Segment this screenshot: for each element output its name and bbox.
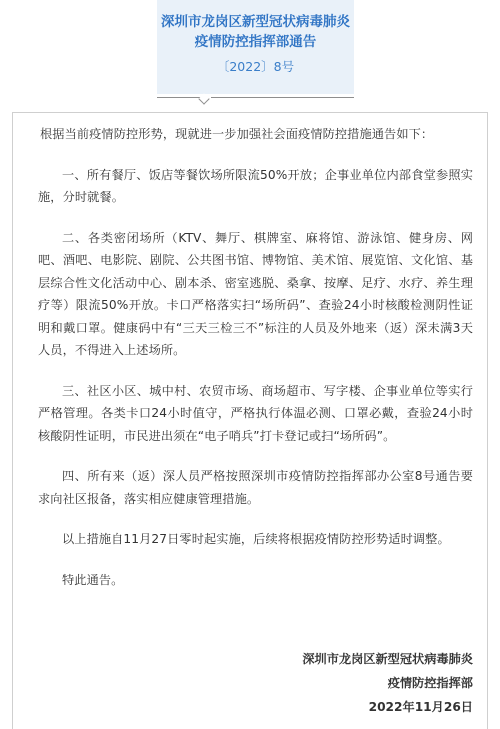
closing-paragraph: 特此通告。 [62, 572, 124, 587]
item-3-paragraph: 三、社区小区、城中村、农贸市场、商场超市、写字楼、企事业单位等实行严格管理。各类卡口24小时值守，严格执行体温必测、口罩必戴，查验24小时核酸阴性证明，市民进出须在“电子哨兵”打卡登记或扫“场所码”。 [38, 383, 473, 443]
header-divider-right [211, 97, 354, 98]
header-divider-left [157, 97, 202, 98]
notice-title-line2: 疫情防控指挥部通告 [194, 34, 317, 50]
notice-title-line1: 深圳市龙岗区新型冠状病毒肺炎 [161, 14, 350, 30]
item-1-paragraph: 一、所有餐厅、饭店等餐饮场所限流50%开放；企事业单位内部食堂参照实施，分时就餐。 [38, 167, 473, 204]
effective-date-paragraph: 以上措施自11月27日零时起实施，后续将根据疫情防控形势适时调整。 [62, 532, 450, 546]
notice-number: 〔2022〕8号 [216, 59, 295, 74]
item-2-paragraph: 二、各类密闭场所（KTV、舞厅、棋牌室、麻将馆、游泳馆、健身房、网吧、酒吧、电影院、剧院、公共图书馆、博物馆、美术馆、展览馆、文化馆、基层综合性文化活动中心、剧本杀、密室逃脱、桑拿、按摩、足疗、水疗、养生理疗等）限流50%开放。卡口严格落实扫“场所码”、查验24小时核酸检测阴性证明和戴口罩。健康码中有“三天三检三不”标注的人员及外地来（返）深未满3天人员，不得进入上述场所。 [38, 230, 473, 357]
signature-date: 2022年11月26日 [368, 700, 473, 714]
intro-paragraph: 根据当前疫情防控形势，现就进一步加强社会面疫情防控措施通告如下： [40, 127, 434, 141]
header-divider-notch [198, 93, 209, 104]
notice-header [157, 0, 354, 94]
signature-org-line1: 深圳市龙岗区新型冠状病毒肺炎 [302, 652, 473, 666]
item-4-paragraph: 四、所有来（返）深人员严格按照深圳市疫情防控指挥部办公室8号通告要求向社区报备，落实相应健康管理措施。 [38, 469, 473, 506]
notice-body [12, 112, 488, 729]
signature-org-line2: 疫情防控指挥部 [387, 676, 473, 690]
